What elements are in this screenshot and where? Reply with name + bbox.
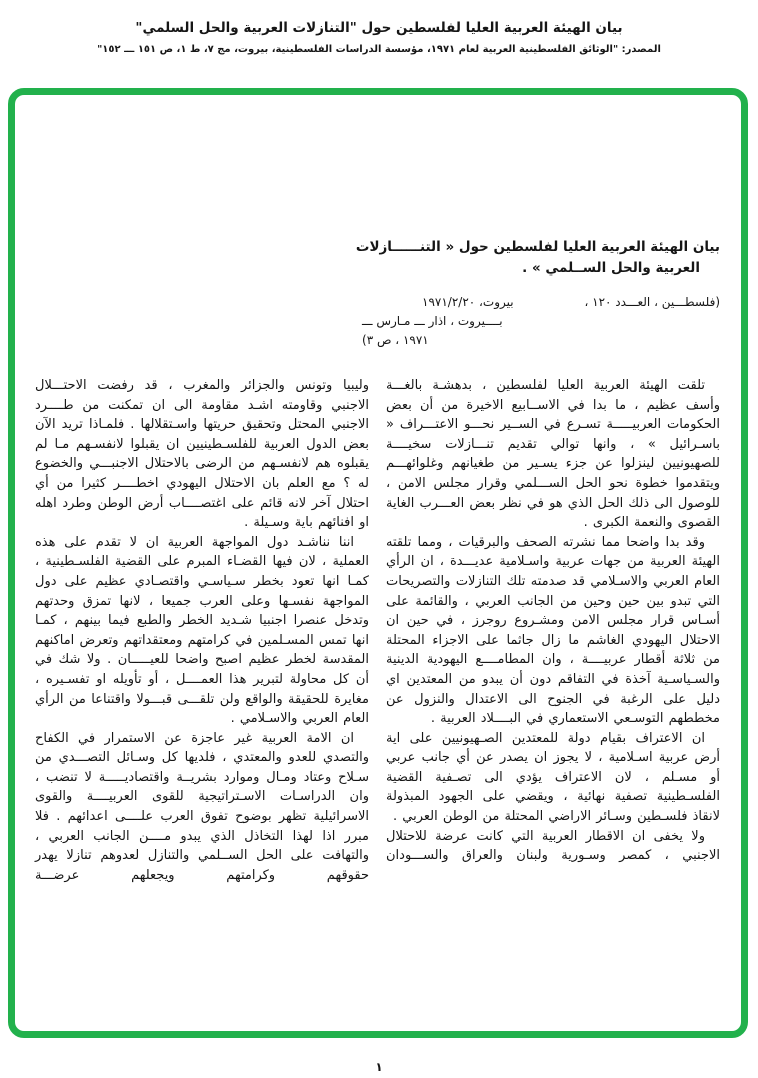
citation-dateline: بيروت، ١٩٧١/٢/٢٠ (422, 295, 514, 309)
document-head (355, 237, 720, 350)
paragraph: ان الامة العربية غير عاجزة عن الاستمرار في الكفاح والتصدي للعدو والمعتدي ، فلديها كل وسـائل التصـــدي من سـلاح وعتاد ومـال وموارد بشريــة واقتصاديـــــة لا تنضب ، وان الدراسـات الاسـتراتيجية للقوى العربيــــة والقوى الاسرائيلية تظهر بوضوح تفوق العرب علــــى اعدائهم . فلا مبرر اذا لهذا التخاذل الذي يبدو مــــن الجانب العربي ، والتهافت على الحل الســلمي والتنازل لعدوهم تنازلا يهدر حقوقهم وكرامتهم ويجعلهم عرضـــة (35, 730, 369, 883)
body-column-left (35, 376, 369, 885)
document-frame (8, 88, 748, 1038)
paragraph: تلقت الهيئة العربية العليا لفلسطين ، بدهشـة بالغـــة وأسف عظيم ، ما بدا في الاســابيع الاخيرة من أن بعض الحكومات العربيـــــة تسـرع في الســير نحـــو الاعتـــراف « باسـرائيل » ، وانها توالي تقديم تنـــازلات سخيــــة للصهيونيين لينزلوا عن جزء يسـير من طغيانهم وغلوائهـــم ويتقدموا خطوة نحو الحل الســـلمي وقرار مجلس الامن ، للوصول الى ذلك الحل الذي هو في نظر بعض العـــرب الغاية القصوى والنعمة الكبرى . (386, 378, 720, 531)
citation-source-part1: (فلسطـــين ، العـــدد ١٢٠ ، (584, 295, 720, 309)
document-body (15, 95, 741, 1031)
citation-source-part3: ١٩٧١ ، ص ٣) (362, 333, 429, 347)
citation-row (362, 293, 720, 312)
paragraph: وقد بدا واضحا مما نشرته الصحف والبرقيات ، ومما تلقته الهيئة العربية من جهات عربية واسـلامية عديـــدة ، ان الرأي العام العربي والاسـلامي قد صدمته تلك التنازلات والتصريحات التي تبدو بين حين وحين من الجانب العربي ، والقائمة على أسـاس قرار مجلس الامن ومشـروع روجرز ، في حين ان الاحتلال اليهودي الغاشم ما زال جاثما على الاجزاء المحتلة من ثلاثة أقطار عربيــــة ، وان المطامــــع اليهودية الدينية والسـياسـية آخذة في التفاقم دون أن يبدو من المعتدين اي دليل على الرغبة في الجنوح الى الاعتدال والنزول عن مخططهم التوسـعي الاستعماري في البــــلاد العربية . (386, 534, 720, 727)
page-header (0, 0, 758, 55)
document-title (355, 237, 720, 279)
body-column-right (386, 376, 720, 885)
page-number: ١ (375, 1060, 383, 1074)
paragraph: اننا نناشـد دول المواجهة العربية ان لا تقدم على هذه العملية ، لان فيها القضـاء المبرم على القضية الفلسـطينية ، كمـا انها تعود بخطر سـياسـي واقتصـادي عظيم على دول المواجهة نفسـها وعلى العرب جميعا ، لانها تمزق وحدتهم وتدخل عنصرا اجنبيا شـديد الخطر والطبع فيما بينهم ، كمـا انها تمس المسـلمين في كرامتهم ومعتقداتهم وتعرض اماكنهم المقدسة لخطر عظيم اصبح واضحا للعيـــــان . ولا شك في أن كل محاولة لتبرير هذا العمــــل ، أو تأويله او تفسـيره ، مغايرة للحقيقة والواقع ولن تلقـــى قبـــولا واقتناعا من الرأي العام العربي والاسـلامي . (35, 534, 369, 727)
paragraph: وليبيا وتونس والجزائر والمغرب ، قد رفضت الاحتـــلال الاجنبي وقاومته اشـد مقاومة الى ان تمكنت من طــــرد الاجنبي المحتل وتحقيق حريتها واسـتقلالها . فلمـاذا تريد الآن بعض الدول العربية للفلسـطينيين ان يقبلوا لانفسـهم مـا لم يقبلوه هم لانفسـهم من الرضى بالاحتلال الاجنبـــي والخضوع له ؟ مع العلم بان الاحتلال اليهودي اخطــــر كثيرا من أي احتلال آخر لانه قائم على اغتصــــاب أرض الوطن وطرد اهله او افنائهم باية وسـيلة . (35, 378, 369, 531)
citation-block (362, 293, 720, 350)
page-title: بيان الهيئة العربية العليا لفلسطين حول "التنازلات العربية والحل السلمي" (135, 20, 623, 36)
body-columns (35, 376, 720, 885)
document-title-line1: بيان الهيئة العربية العليا لفلسطين حول « التنــــــازلات (355, 239, 720, 255)
source-line: المصدر: "الوثائق الفلسطينية العربية لعام ١٩٧١، مؤسسة الدراسات الفلسطينية، بيروت، مج ٧، ط ١، ص ١٥١ ـــ ١٥٢" (97, 44, 661, 55)
document-title-line2: العربية والحل الســلمي » . (522, 260, 700, 276)
paragraph: ولا يخفى ان الاقطار العربية التي كانت عرضة للاحتلال الاجنبي ، كمصر وسـورية ولبنان والعراق والســـودان (386, 828, 720, 864)
citation-source-part2: بــــيروت ، اذار ـــ مـارس ـــ (362, 314, 503, 328)
paragraph: ان الاعتراف بقيام دولة للمعتدين الصـهيونيين على اية أرض عربية اسـلامية ، لا يجوز ان يصدر عن أي جانب عربي أو مسـلم ، لان الاعتراف يؤدي الى تصـفية القضية الفلسـطينية تصفية نهائية ، ويقضي على الجهود المبذولة لانقاذ فلسـطين وسـائر الاراضي المحتلة من الوطن العربي . (386, 730, 720, 825)
